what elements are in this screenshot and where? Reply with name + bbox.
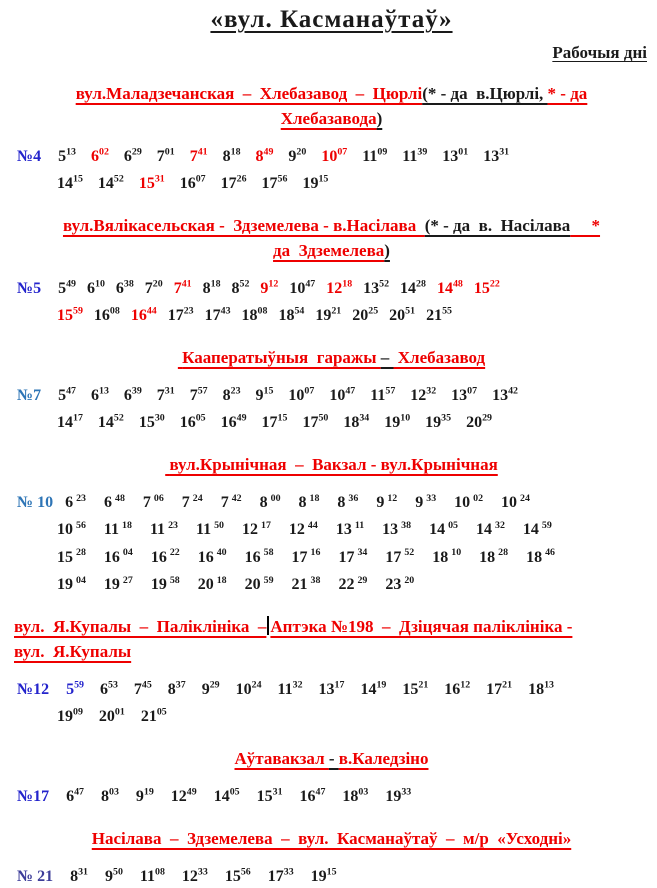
departure-time: 21 $^{38}$	[291, 574, 321, 594]
departure-time: $17^{43}$	[204, 305, 231, 324]
route-7-times-row-1	[14, 380, 649, 407]
departure-time: $15^{31}$	[138, 173, 165, 192]
departure-time: $19^{09}$	[57, 706, 83, 726]
departure-time: $12^{18}$	[326, 278, 353, 297]
departure-time: $14^{48}$	[436, 278, 463, 297]
departure-time: $7^{45}$	[133, 679, 152, 698]
departure-time: $17^{23}$	[167, 305, 194, 324]
route-17-header-text: -	[328, 749, 339, 769]
departure-time: $8^{23}$	[222, 385, 241, 404]
departure-time: $5^{47}$	[58, 385, 76, 404]
departure-time: $6^{39}$	[123, 385, 142, 404]
route-4-number-label: №4	[17, 147, 42, 165]
departure-time: $16^{47}$	[299, 786, 326, 806]
departure-time: $7^{41}$	[189, 146, 208, 165]
departure-time: $10^{07}$	[288, 385, 315, 404]
departure-time: $11^{57}$	[370, 385, 396, 404]
departure-time: $14^{19}$	[360, 679, 387, 698]
departure-time: 16 $^{04}$	[103, 547, 133, 566]
section-route-10	[14, 453, 649, 596]
departure-time: $14^{52}$	[97, 412, 124, 432]
departure-time: $17^{56}$	[261, 173, 288, 192]
departure-time: $9^{12}$	[260, 278, 279, 297]
departure-time: $15^{31}$	[256, 786, 283, 806]
route-17-number-label: №17	[17, 788, 50, 806]
departure-time: $10^{24}$	[235, 679, 262, 698]
route-12-header	[14, 615, 649, 664]
section-route-21	[14, 827, 649, 888]
departure-time: 16 $^{58}$	[244, 547, 274, 566]
route-4-times-row-2	[14, 168, 649, 195]
departure-time: 14 $^{32}$	[475, 520, 505, 539]
departure-time: $7^{20}$	[144, 278, 163, 297]
departure-time: $5^{13}$	[58, 146, 76, 165]
departure-time: $8^{49}$	[255, 146, 274, 165]
departure-time: 12 $^{44}$	[288, 520, 318, 539]
departure-time: $7^{01}$	[156, 146, 175, 165]
departure-time: $14^{52}$	[97, 173, 124, 192]
route-7-header	[14, 346, 649, 371]
departure-time: 15 $^{28}$	[57, 547, 86, 566]
departure-time: $17^{15}$	[261, 412, 288, 432]
route-10-times-row-4	[14, 569, 649, 596]
route-10-number-label: № 10	[17, 494, 54, 512]
departure-time: $8^{52}$	[231, 278, 250, 297]
departure-time: $14^{05}$	[213, 786, 240, 806]
route-4-header-text: вул.Маладзечанская – Хлебазавод – Цюрлі	[75, 84, 423, 103]
departure-time: 10 $^{24}$	[501, 492, 530, 512]
departure-time: $6^{13}$	[90, 385, 109, 404]
route-5-header-text: да Здземелева	[273, 240, 385, 260]
route-4-header-text: )	[376, 108, 383, 128]
departure-time: $17^{21}$	[486, 679, 513, 698]
departure-time: 20 $^{59}$	[244, 574, 274, 594]
departure-time: $13^{31}$	[483, 146, 510, 165]
departure-time: $15^{30}$	[138, 412, 165, 432]
departure-time: $18^{54}$	[278, 305, 305, 324]
departure-time: $8^{03}$	[100, 786, 119, 806]
departure-time: $6^{02}$	[90, 146, 109, 165]
departure-time: $12^{32}$	[410, 385, 437, 404]
departure-time: $19^{15}$	[310, 866, 337, 885]
route-4-times-row-1	[14, 140, 649, 167]
departure-time: 22 $^{29}$	[338, 574, 368, 594]
departure-time: $20^{01}$	[98, 706, 125, 726]
departure-time: $16^{05}$	[179, 412, 206, 432]
departure-time: 17 $^{34}$	[338, 547, 368, 566]
route-10-times-row-3	[14, 541, 649, 568]
departure-time: $7^{41}$	[173, 278, 192, 297]
departure-time: $16^{07}$	[179, 173, 206, 192]
departure-time: $12^{49}$	[170, 786, 197, 806]
departure-time: $17^{26}$	[220, 173, 247, 192]
route-5-times-row-1	[14, 272, 649, 299]
departure-time: 18 $^{46}$	[526, 547, 555, 566]
departure-time: 18 $^{10}$	[432, 547, 462, 566]
departure-time: $19^{10}$	[384, 412, 411, 432]
route-17-header-text: в.Каледзіно	[338, 749, 429, 769]
route-10-header-text: вул.Крынічная – Вакзал - вул.Крынічная	[165, 455, 498, 475]
route-5-header-text: )	[384, 240, 390, 260]
departure-time: $8^{18}$	[222, 146, 241, 165]
departure-time: $6^{10}$	[86, 278, 105, 297]
route-21-header-text: Насілава – Здземелева – вул. Касманаўтаў – м/р «Усходні»	[91, 829, 572, 849]
section-route-4	[14, 82, 649, 195]
departure-time: $21^{05}$	[140, 706, 167, 726]
departure-time: $5^{49}$	[58, 278, 76, 297]
departure-time: 14 $^{05}$	[429, 520, 458, 539]
departure-time: 17 $^{16}$	[291, 547, 321, 566]
departure-time: 18 $^{28}$	[479, 547, 509, 566]
route-12-number-label: №12	[17, 680, 50, 698]
departure-time: $6^{29}$	[123, 146, 142, 165]
route-4-header-text: * - да	[547, 84, 588, 103]
route-4-header-text: Хлебазавода	[280, 108, 377, 128]
departure-time: $12^{33}$	[181, 866, 208, 885]
route-5-times-row-2	[14, 300, 649, 327]
departure-time: $6^{47}$	[66, 786, 84, 806]
departure-time: 6 $^{48}$	[103, 492, 125, 512]
departure-time: $7^{31}$	[156, 385, 175, 404]
departure-time: $10^{47}$	[329, 385, 356, 404]
departure-time: $21^{55}$	[426, 305, 452, 324]
departure-time: 7 $^{24}$	[181, 492, 203, 512]
departure-time: $14^{15}$	[57, 173, 83, 192]
departure-time: $13^{01}$	[442, 146, 469, 165]
departure-time: $7^{57}$	[189, 385, 208, 404]
route-7-times-row-2	[14, 407, 649, 434]
departure-time: 14 $^{59}$	[522, 520, 552, 539]
departure-time: $15^{21}$	[402, 679, 429, 698]
route-5-header-text: *	[570, 215, 601, 235]
departure-time: $19^{35}$	[425, 412, 452, 432]
departure-time: 12 $^{17}$	[242, 520, 271, 539]
departure-time: $9^{50}$	[104, 866, 123, 885]
route-17-header-text: Аўтавакзал	[234, 749, 329, 769]
departure-time: $18^{13}$	[528, 679, 554, 698]
departure-time: 8 $^{00}$	[259, 492, 281, 512]
departure-time: 9 $^{12}$	[376, 492, 398, 512]
departure-time: $9^{15}$	[255, 385, 274, 404]
section-route-12	[14, 615, 649, 728]
departure-time: $14^{17}$	[57, 412, 83, 432]
departure-time: $13^{42}$	[492, 385, 518, 404]
departure-time: $17^{33}$	[267, 866, 294, 885]
route-21-header	[14, 827, 649, 852]
departure-time: $10^{47}$	[289, 278, 316, 297]
departure-time: $11^{09}$	[362, 146, 388, 165]
departure-time: 11 $^{50}$	[195, 520, 224, 539]
departure-time: $20^{29}$	[466, 412, 492, 432]
departure-time: 20 $^{18}$	[197, 574, 227, 594]
departure-time: $16^{08}$	[93, 305, 120, 324]
departure-time: $13^{52}$	[363, 278, 390, 297]
departure-time: 13 $^{38}$	[382, 520, 412, 539]
departure-time: 8 $^{36}$	[337, 492, 359, 512]
route-5-header	[14, 214, 649, 263]
route-17-header	[14, 747, 649, 772]
workdays-label: Рабочыя дні	[552, 43, 647, 62]
departure-time: $18^{34}$	[343, 412, 370, 432]
route-12-header-text: Аптэка №198 – Дзіцячая паліклініка -	[270, 617, 573, 637]
route-sections-container	[14, 82, 649, 888]
departure-time: $11^{32}$	[277, 679, 303, 698]
departure-time: $6^{38}$	[115, 278, 134, 297]
departure-time: 23 $^{20}$	[385, 574, 415, 594]
departure-time: 8 $^{18}$	[298, 492, 320, 512]
departure-time: $6^{53}$	[99, 679, 118, 698]
departure-time: $18^{08}$	[241, 305, 268, 324]
departure-time: $8^{18}$	[202, 278, 221, 297]
route-17-times-row-1	[14, 781, 649, 808]
departure-time: $19^{15}$	[302, 173, 329, 192]
route-4-header	[14, 82, 649, 131]
departure-time: $9^{19}$	[135, 786, 154, 806]
departure-time: 19 $^{04}$	[57, 574, 86, 594]
route-7-header-text: Хлебазавод	[393, 347, 486, 367]
route-5-number-label: №5	[17, 279, 42, 297]
route-10-times-row-2	[14, 514, 649, 541]
departure-time: $17^{50}$	[302, 412, 329, 432]
departure-time: $14^{28}$	[400, 278, 426, 297]
departure-time: $15^{56}$	[224, 866, 251, 885]
route-7-header-text: –	[380, 347, 394, 367]
departure-time: $8^{37}$	[167, 679, 186, 698]
departure-time: 10 $^{56}$	[57, 520, 86, 539]
route-21-times-row-1	[14, 861, 649, 888]
section-route-17	[14, 747, 649, 808]
route-12-header-text: вул. Я.Купалы – Паліклініка –	[14, 617, 267, 637]
departure-time: 16 $^{22}$	[150, 547, 180, 566]
section-route-5	[14, 214, 649, 327]
departure-time: $13^{17}$	[318, 679, 345, 698]
departure-time: $18^{03}$	[342, 786, 369, 806]
departure-time: 13 $^{11}$	[335, 520, 365, 539]
route-21-number-label: № 21	[17, 868, 54, 885]
departure-time: $10^{07}$	[321, 146, 348, 165]
departure-time: $9^{20}$	[288, 146, 307, 165]
departure-time: 6 $^{23}$	[65, 492, 86, 512]
departure-time: $20^{25}$	[352, 305, 379, 324]
departure-time: 16 $^{40}$	[197, 547, 227, 566]
departure-time: 17 $^{52}$	[385, 547, 415, 566]
departure-time: 10 $^{02}$	[454, 492, 484, 512]
departure-time: $19^{21}$	[315, 305, 342, 324]
route-4-header-text: (* - да в.Цюрлі,	[422, 84, 548, 103]
departure-time: $15^{22}$	[473, 278, 500, 297]
departure-time: $19^{33}$	[385, 786, 412, 806]
departure-time: $20^{51}$	[389, 305, 416, 324]
departure-time: 19 $^{27}$	[103, 574, 133, 594]
departure-time: 7 $^{42}$	[220, 492, 242, 512]
departure-time: 11 $^{18}$	[103, 520, 132, 539]
departure-time: $16^{49}$	[220, 412, 247, 432]
route-5-header-text: вул.Вялікасельская - Здземелева - в.Насілава	[62, 215, 425, 235]
departure-time: $16^{44}$	[130, 305, 157, 324]
route-12-times-row-2	[14, 701, 649, 728]
departure-time: $8^{31}$	[70, 866, 88, 885]
departure-time: $11^{08}$	[139, 866, 165, 885]
route-7-number-label: №7	[17, 386, 42, 404]
route-12-times-row-1	[14, 673, 649, 700]
departure-time: $15^{59}$	[57, 305, 83, 324]
page-title: «вул. Касманаўтаў»	[210, 6, 453, 33]
departure-time: $11^{39}$	[402, 146, 428, 165]
route-10-header	[14, 453, 649, 478]
departure-time: $5^{59}$	[66, 679, 84, 698]
route-12-header-text: вул. Я.Купалы	[14, 641, 132, 661]
route-5-header-text: (* - да в. Насілава	[424, 215, 571, 235]
departure-time: 11 $^{23}$	[149, 520, 178, 539]
departure-time: 9 $^{33}$	[415, 492, 437, 512]
departure-time: $16^{12}$	[444, 679, 471, 698]
departure-time: $13^{07}$	[451, 385, 478, 404]
route-7-header-text: Кааператыўныя гаражы	[177, 347, 381, 367]
departure-time: 7 $^{06}$	[142, 492, 164, 512]
section-route-7	[14, 346, 649, 434]
departure-time: 19 $^{58}$	[150, 574, 180, 594]
departure-time: $9^{29}$	[201, 679, 220, 698]
route-10-times-row-1	[14, 487, 649, 514]
